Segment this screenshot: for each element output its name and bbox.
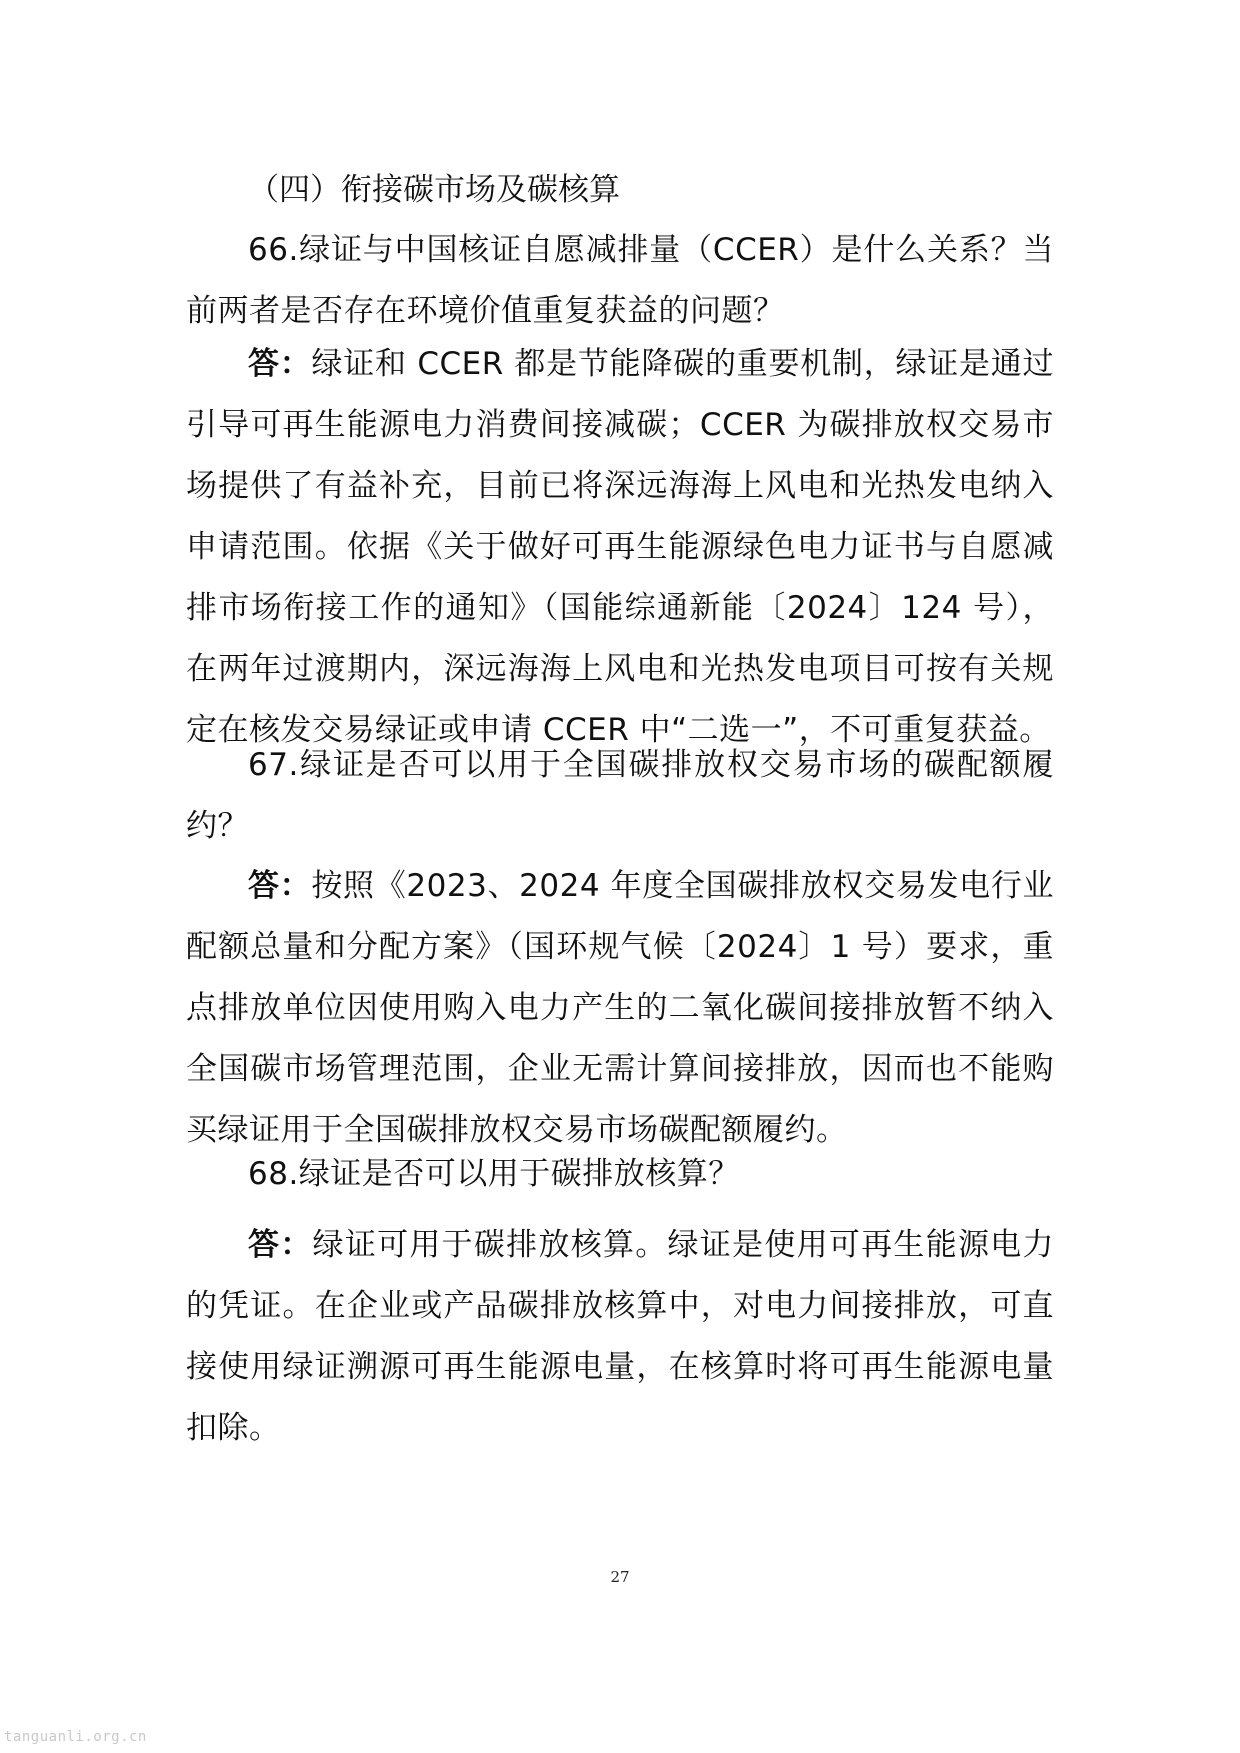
- answer-label: 答：: [248, 346, 312, 382]
- watermark: tanguanli.org.cn: [4, 1729, 147, 1745]
- answer-66: [186, 334, 1054, 761]
- answer-68: [186, 1215, 1054, 1459]
- section-heading: （四）衔接碳市场及碳核算: [248, 172, 620, 208]
- question-66: 66.绿证与中国核证自愿减排量（CCER）是什么关系？当前两者是否存在环境价值重复获益的问题？: [186, 232, 1054, 329]
- page-number: 27: [610, 1568, 630, 1586]
- answer-label: 答：: [248, 1227, 313, 1263]
- answer-text: 绿证和 CCER 都是节能降碳的重要机制，绿证是通过引导可再生能源电力消费间接减碳；CCER 为碳排放权交易市场提供了有益补充，目前已将深远海海上风电和光热发电纳入申请范围。依据《关于做好可再生能源绿色电力证书与自愿减排市场衔接工作的通知》（国能综通新能〔2024〕124 号），在两年过渡期内，深远海海上风电和光热发电项目可按有关规定在核发交易绿证或申请 CCER 中“二选一”，不可重复获益。: [186, 346, 1055, 748]
- answer-text: 绿证可用于碳排放核算。绿证是使用可再生能源电力的凭证。在企业或产品碳排放核算中，对电力间接排放，可直接使用绿证溯源可再生能源电量，在核算时将可再生能源电量扣除。: [186, 1227, 1055, 1446]
- question-67: 67.绿证是否可以用于全国碳排放权交易市场的碳配额履约？: [186, 747, 1054, 844]
- answer-label: 答：: [248, 868, 312, 904]
- answer-67: [186, 856, 1054, 1161]
- answer-text: 按照《2023、2024 年度全国碳排放权交易发电行业配额总量和分配方案》（国环规气候〔2024〕1 号）要求，重点排放单位因使用购入电力产生的二氧化碳间接排放暂不纳入全国碳市场管理范围，企业无需计算间接排放，因而也不能购买绿证用于全国碳排放权交易市场碳配额履约。: [186, 868, 1055, 1148]
- question-68: 68.绿证是否可以用于碳排放核算？: [248, 1156, 740, 1192]
